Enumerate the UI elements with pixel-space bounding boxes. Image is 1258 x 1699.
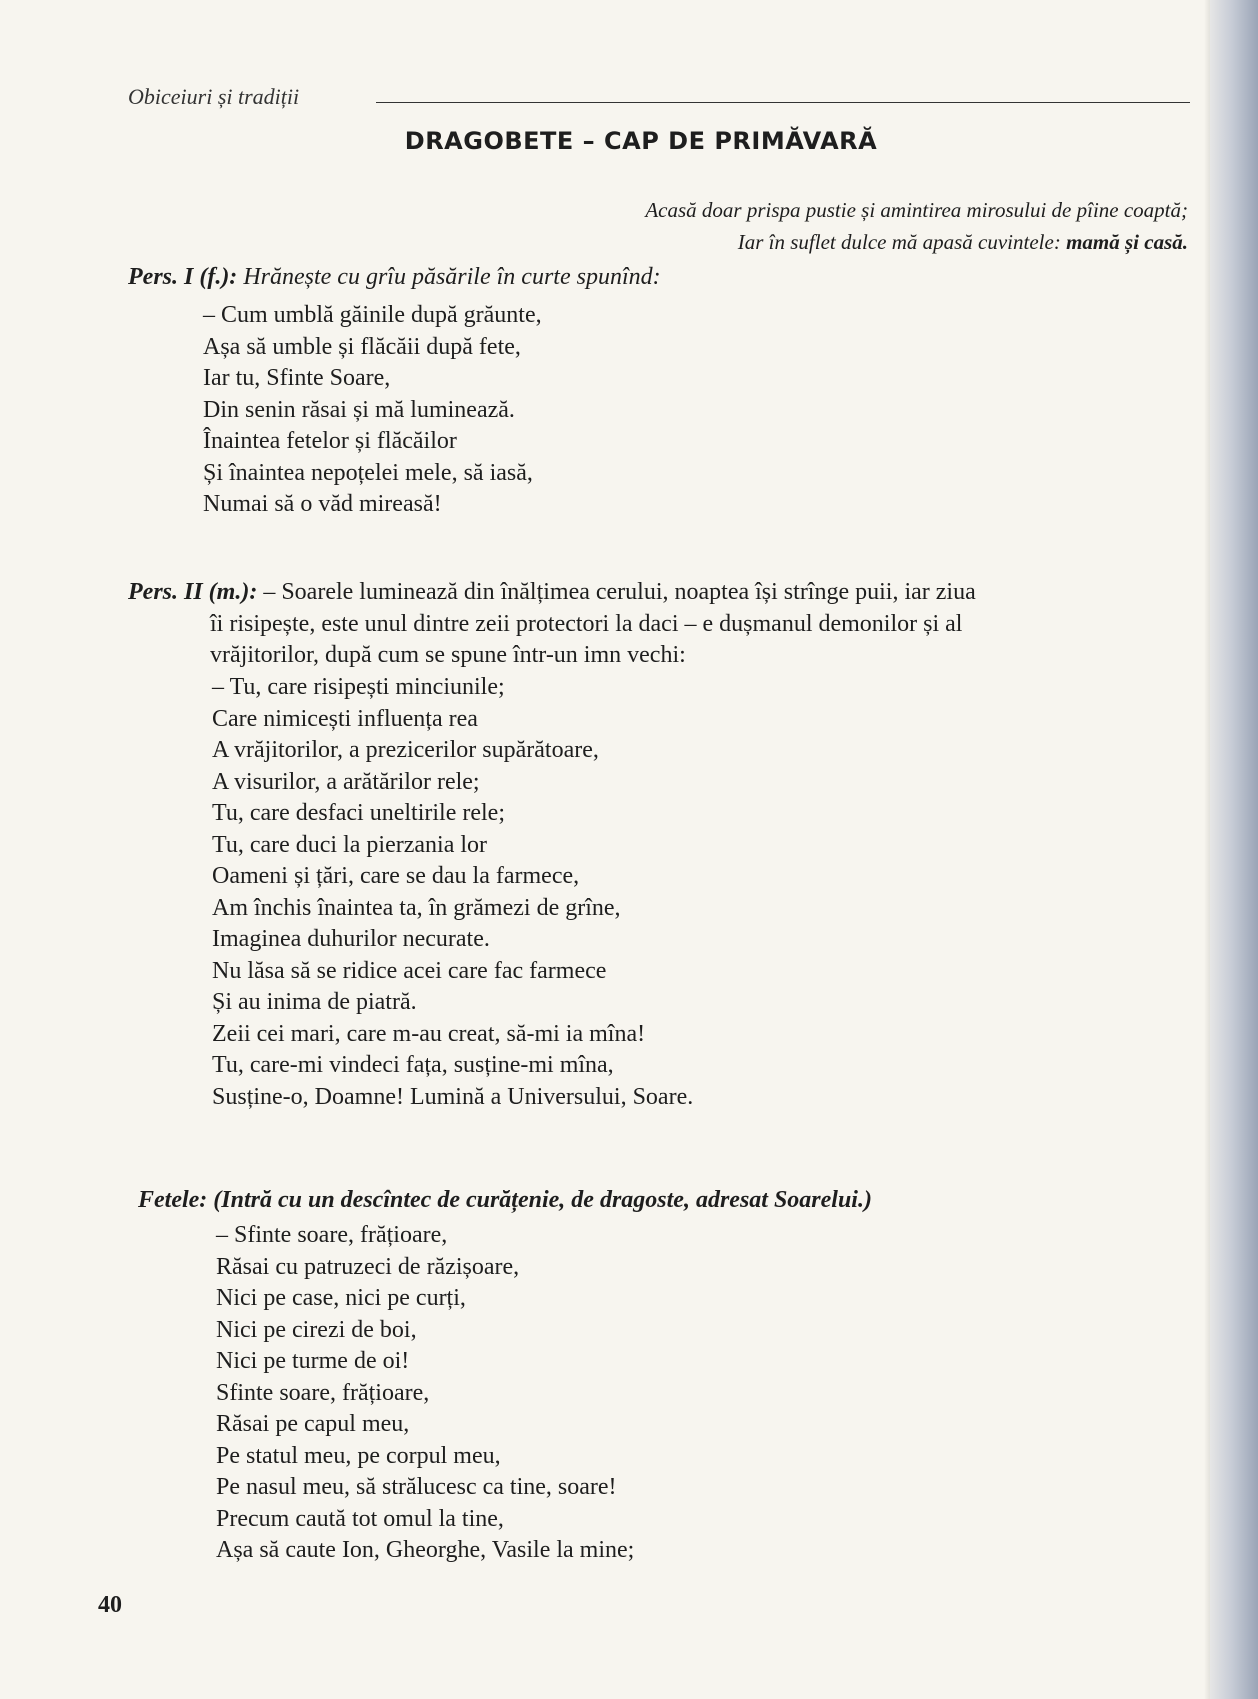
verse-line: Tu, care-mi vindeci fața, susține-mi mîna, xyxy=(212,1052,614,1078)
verse-block-2 xyxy=(212,672,693,1113)
page-edge-shadow xyxy=(1204,0,1210,1699)
verse-block-1 xyxy=(203,300,542,521)
prose-pers-2 xyxy=(128,577,1228,672)
verse-line: Iar tu, Sfinte Soare, xyxy=(203,365,391,391)
epigraph-line-2 xyxy=(428,226,1188,258)
verse-block-3 xyxy=(216,1220,634,1567)
epigraph xyxy=(428,194,1188,258)
verse-line: A vrăjitorilor, a prezicerilor supărătoare, xyxy=(212,737,599,763)
speaker-label: Fetele: xyxy=(138,1187,208,1213)
verse-line: Imaginea duhurilor necurate. xyxy=(212,926,490,952)
verse-line: Răsai cu patruzeci de răzișoare, xyxy=(216,1253,520,1280)
verse-line: Așa să caute Ion, Gheorghe, Vasile la mine; xyxy=(216,1537,635,1563)
verse-line: Oameni și țări, care se dau la farmece, xyxy=(212,863,580,889)
epigraph-line-2-text: Iar în suflet dulce mă apasă cuvintele: xyxy=(737,230,1067,254)
prose-line: vrăjitorilor, după cum se spune într-un imn vechi: xyxy=(210,642,686,668)
verse-line: Susține-o, Doamne! Lumină a Universului, Soare. xyxy=(212,1083,694,1110)
verse-line: A visurilor, a arătărilor rele; xyxy=(212,768,480,795)
verse-line: Și au inima de piatră. xyxy=(212,989,417,1015)
verse-line: Înaintea fetelor și flăcăilor xyxy=(203,428,457,454)
verse-line: Și înaintea nepoțelei mele, să iasă, xyxy=(203,459,533,486)
stage-direction: (Intră cu un descîntec de curățenie, de dragoste, adresat Soarelui.) xyxy=(207,1187,872,1213)
verse-line: Din senin răsai și mă luminează. xyxy=(203,396,515,423)
verse-line: – Cum umblă găinile după grăunte, xyxy=(203,302,542,328)
speaker-label: Pers. I (f.): xyxy=(128,264,238,290)
verse-line: Numai să o văd mireasă! xyxy=(203,491,442,517)
prose-text: – Soarele luminează din înălțimea cerului, noaptea își strînge puii, iar ziua xyxy=(257,579,976,605)
verse-line: Răsai pe capul meu, xyxy=(216,1411,410,1437)
speaker-pers-1 xyxy=(128,262,661,293)
verse-line: – Sfinte soare, frățioare, xyxy=(216,1222,448,1248)
verse-line: Am închis înaintea ta, în grămezi de grîne, xyxy=(212,894,621,921)
verse-line: Precum caută tot omul la tine, xyxy=(216,1505,504,1532)
verse-line: Sfinte soare, frățioare, xyxy=(216,1379,430,1406)
verse-line: Nici pe turme de oi! xyxy=(216,1348,410,1374)
verse-line: Tu, care duci la pierzania lor xyxy=(212,831,488,858)
epigraph-line-2-bold: mamă și casă. xyxy=(1066,230,1188,254)
verse-line: Zeii cei mari, care m-au creat, să-mi ia mîna! xyxy=(212,1020,646,1047)
chapter-title: DRAGOBETE – CAP DE PRIMĂVARĂ xyxy=(404,127,878,155)
running-head: Obiceiuri și tradiții xyxy=(128,84,300,109)
stage-direction: Hrănește cu grîu păsările în curte spunînd: xyxy=(237,264,661,290)
verse-line: Tu, care desfaci uneltirile rele; xyxy=(212,800,505,826)
prose-line: îi risipește, este unul dintre zeii protectori la daci – e dușmanul demonilor și al xyxy=(210,610,963,637)
epigraph-line-1: Acasă doar prispa pustie și amintirea mirosului de pîine coaptă; xyxy=(645,198,1188,222)
book-spine-shadow xyxy=(1210,0,1258,1699)
verse-line: Așa să umble și flăcăii după fete, xyxy=(203,333,521,360)
verse-line: Care nimicești influența rea xyxy=(212,705,478,732)
verse-line: Nici pe case, nici pe curți, xyxy=(216,1285,466,1311)
header-rule xyxy=(376,102,1190,103)
verse-line: Pe nasul meu, să strălucesc ca tine, soare! xyxy=(216,1474,617,1500)
speaker-fetele xyxy=(138,1185,872,1216)
verse-line: Nu lăsa să se ridice acei care fac farmece xyxy=(212,957,607,984)
verse-line: Nici pe cirezi de boi, xyxy=(216,1316,417,1343)
verse-line: – Tu, care risipești minciunile; xyxy=(212,674,505,700)
verse-line: Pe statul meu, pe corpul meu, xyxy=(216,1442,501,1469)
page-number: 40 xyxy=(98,1592,122,1618)
prose-line xyxy=(128,577,1228,609)
speaker-label: Pers. II (m.): xyxy=(128,579,258,605)
